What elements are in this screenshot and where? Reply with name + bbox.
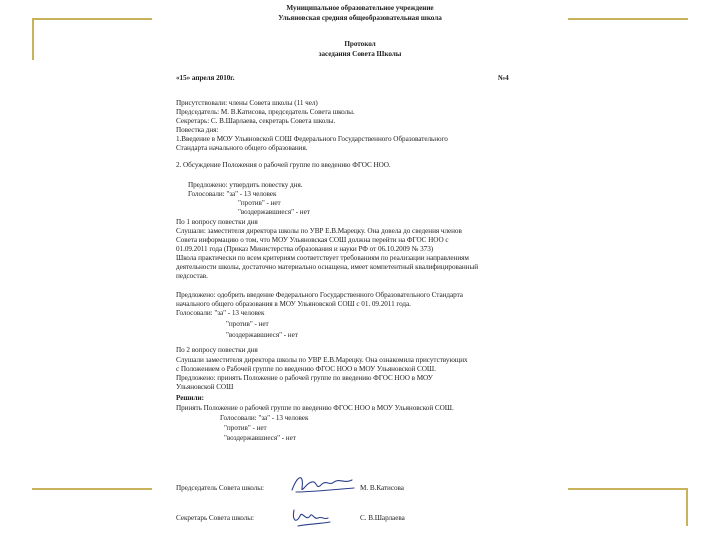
- org-name-line1: Муниципальное образовательное учреждение: [286, 4, 434, 12]
- agenda-label: Повестка дня:: [176, 126, 219, 134]
- vote-against-2: "против" - нет: [226, 320, 269, 328]
- document-title: Протокол: [344, 40, 376, 48]
- frame-line-bottom-left: [32, 488, 152, 490]
- frame-line-left: [32, 18, 34, 60]
- proposal-1-line2: начального общего образования в МОУ Ульяновской СОШ с 01. 09.2011 года.: [176, 300, 411, 308]
- proposal-2-line1: Предложено: принять Положение о рабочей группе по введению ФГОС НОО в МОУ: [176, 374, 433, 382]
- heard-2-line2: с Положением о Рабочей группе по введению ФГОС НОО в МОУ Ульяновской СОШ.: [176, 365, 436, 373]
- protocol-number: №4: [498, 74, 509, 82]
- frame-line-bottom-right: [568, 488, 688, 490]
- proposal-agenda: Предложено: утвердить повестку дня.: [188, 181, 303, 189]
- proposal-1-line1: Предложено: одобрить введение Федерального Государственного Образовательного Стандарта: [176, 291, 463, 299]
- vote-abstain-2: "воздержавшиеся" - нет: [226, 331, 298, 339]
- vote-for-1: Голосовали: "за" - 13 человек: [188, 190, 277, 198]
- protocol-date: «15» апреля 2010г.: [176, 74, 235, 82]
- heard-1-line6: педсостав.: [176, 272, 208, 280]
- agenda-item-1-cont: Стандарта начального общего образования.: [176, 144, 308, 152]
- heard-1-line3: 01.09.2011 года (Приказ Министерства образования и науки РФ от 06.10.2009 № 373): [176, 245, 434, 253]
- chair-name: М. В.Катисова: [360, 484, 404, 492]
- question-2-heading: По 2 вопросу повестки дня: [176, 346, 258, 354]
- vote-abstain-3: "воздержавшиеся" - нет: [224, 434, 296, 442]
- proposal-2-line2: Ульяновской СОШ: [176, 383, 234, 391]
- vote-for-3: Голосовали: "за" - 13 человек: [220, 414, 309, 422]
- vote-for-2: Голосовали: "за" - 13 человек: [176, 309, 265, 317]
- decided-label: Решили:: [176, 394, 204, 402]
- frame-line-right: [686, 488, 688, 526]
- vote-against-1: "против" - нет: [238, 199, 281, 207]
- protocol-document: [150, 4, 570, 536]
- chair-signature-label: Председатель Совета школы:: [176, 484, 264, 492]
- document-subtitle: заседания Совета Школы: [318, 50, 402, 58]
- agenda-item-1: 1.Введение в МОУ Ульяновской СОШ Федерального Государственного Образовательного: [176, 135, 448, 143]
- secretary-signature: [288, 502, 336, 530]
- heard-1-line1: Слушали: заместителя директора школы по УВР Е.В.Марецку. Она довела до сведения членов: [176, 227, 462, 235]
- decision-text: Принять Положение о рабочей группе по введению ФГОС НОО в МОУ Ульяновской СОШ.: [176, 404, 454, 412]
- heard-2-line1: Слушали заместителя директора школы по УВР Е.В.Марецку. Она ознакомила присутствующих: [176, 356, 468, 364]
- heard-1-line2: Совета информацию о том, что МОУ Ульяновская СОШ должна перейти на ФГОС НОО с: [176, 236, 449, 244]
- vote-abstain-1: "воздержавшиеся" - нет: [238, 208, 310, 216]
- secretary-name: С. В.Шарлаева: [360, 514, 405, 522]
- attendees: Присутствовали: члены Совета школы (11 чел): [176, 99, 318, 107]
- secretary-line: Секретарь: С. В.Шарлаева, секретарь Совета школы.: [176, 117, 336, 125]
- agenda-item-2: 2. Обсуждение Положения о рабочей группе по введению ФГОС НОО.: [176, 161, 391, 169]
- frame-line-top-left: [32, 18, 152, 20]
- chair-signature: [288, 470, 358, 498]
- org-name-line2: Ульяновская средняя общеобразовательная школа: [278, 14, 442, 22]
- question-1-heading: По 1 вопросу повестки дня: [176, 218, 258, 226]
- chair-line: Председатель: М. В.Катисова, председатель Совета школы.: [176, 108, 355, 116]
- secretary-signature-label: Секретарь Совета школы:: [176, 514, 255, 522]
- heard-1-line4: Школа практически по всем критериям соответствует требованиям по реализации направлениям: [176, 254, 469, 262]
- heard-1-line5: деятельности школы, достаточно материально оснащена, имеет компетентный квалифицированный: [176, 263, 479, 271]
- frame-line-top-right: [568, 18, 688, 20]
- vote-against-3: "против" - нет: [224, 424, 267, 432]
